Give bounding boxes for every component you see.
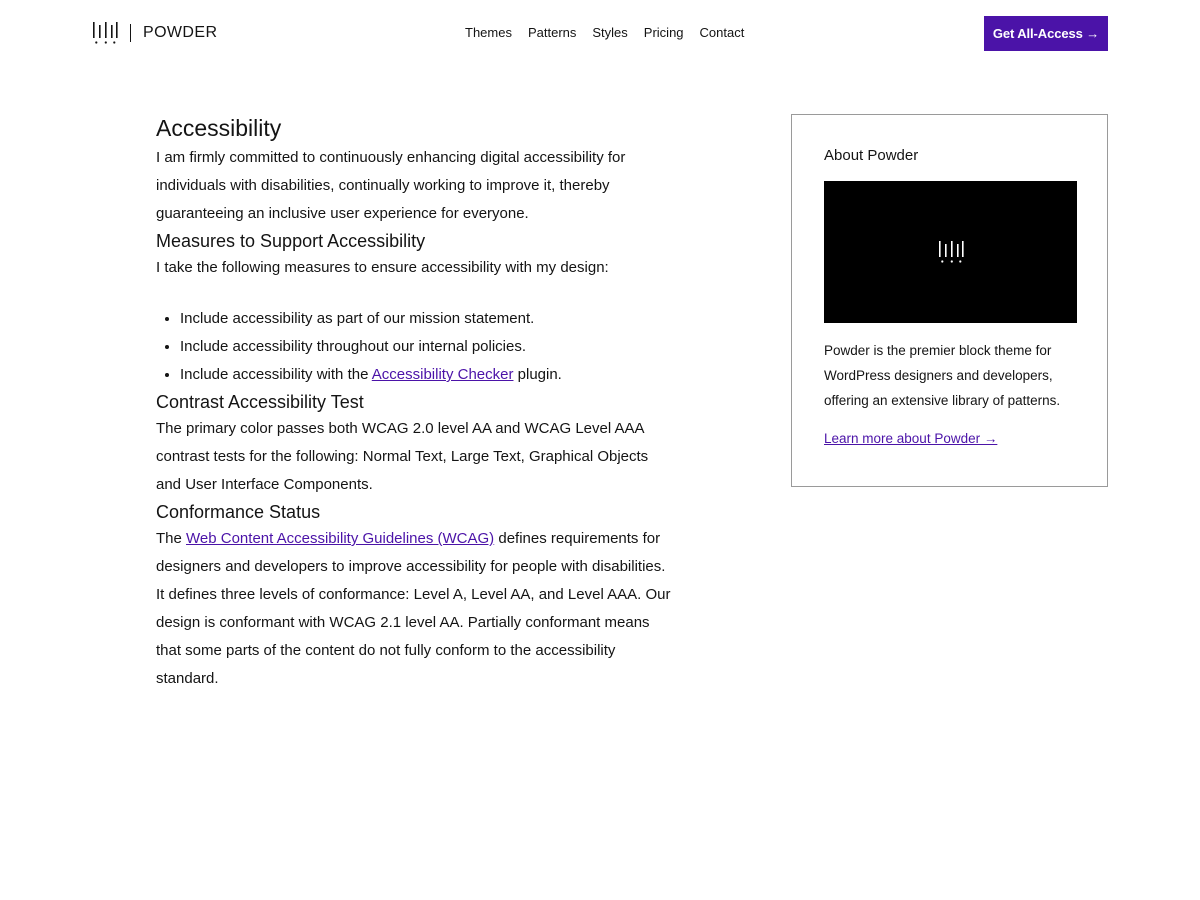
sidebar-description: Powder is the premier block theme for WordPress designers and developers, offering an extensive library of patterns. bbox=[824, 343, 1061, 408]
about-powder-card bbox=[791, 114, 1108, 487]
intro-paragraph: I am firmly committed to continuously enhancing digital accessibility for individuals with disabilities, continually working to improve it, thereby guaranteeing an inclusive user experience for everyone. bbox=[156, 149, 626, 222]
sidebar-title: About Powder bbox=[824, 147, 919, 164]
list-item bbox=[180, 361, 676, 389]
site-header bbox=[0, 0, 1200, 68]
measures-heading: Measures to Support Accessibility bbox=[156, 231, 426, 251]
list-item: • Include accessibility as part of our mission statement. bbox=[180, 305, 676, 333]
list-item: • Include accessibility throughout our internal policies. bbox=[180, 333, 676, 361]
conformance-heading: Conformance Status bbox=[156, 502, 321, 522]
logo-divider bbox=[130, 24, 131, 42]
contrast-paragraph: The primary color passes both WCAG 2.0 level AA and WCAG Level AAA contrast tests for the following: Normal Text, Large Text, Graphical Objects and User Interface Components. bbox=[156, 420, 649, 493]
powder-promo-image bbox=[824, 181, 1077, 323]
nav-item-styles[interactable]: Styles bbox=[592, 25, 628, 40]
nav-item-themes[interactable]: Themes bbox=[465, 25, 512, 40]
main-content bbox=[156, 112, 676, 693]
nav-item-patterns[interactable]: Patterns bbox=[527, 25, 577, 40]
contrast-heading: Contrast Accessibility Test bbox=[156, 392, 364, 412]
paragraph-text: defines requirements for designers and developers to improve accessibility for people with disabilities. It defines three levels of conformance: Level A, Level AA, and Level AAA. Our design is conformant with WCAG 2.1 level AA. Partially conformant means that some parts of the content do not fully conform to the accessibility standard. bbox=[156, 530, 671, 687]
powder-logo-mark-icon bbox=[937, 239, 965, 265]
nav-item-contact[interactable]: Contact bbox=[699, 25, 745, 40]
page-title: Accessibility bbox=[156, 115, 282, 141]
get-all-access-button[interactable]: Get All-Access → bbox=[984, 16, 1108, 51]
list-item-text: plugin. bbox=[513, 366, 562, 383]
brand-name: POWDER bbox=[143, 24, 218, 41]
site-logo-link[interactable] bbox=[92, 20, 217, 46]
measures-list bbox=[156, 305, 676, 389]
conformance-paragraph bbox=[156, 525, 676, 693]
powder-logo-mark-icon bbox=[92, 20, 118, 46]
list-item-text: Include accessibility with the bbox=[180, 366, 372, 383]
paragraph-text: The bbox=[156, 530, 187, 547]
main-nav bbox=[465, 25, 744, 40]
measures-paragraph: I take the following measures to ensure accessibility with my design: bbox=[156, 259, 609, 276]
learn-more-link[interactable]: Learn more about Powder → bbox=[824, 431, 998, 446]
nav-item-pricing[interactable]: Pricing bbox=[643, 25, 684, 40]
accessibility-checker-link[interactable]: Accessibility Checker bbox=[371, 366, 514, 383]
wcag-link[interactable]: Web Content Accessibility Guidelines (WCAG) bbox=[186, 530, 495, 547]
